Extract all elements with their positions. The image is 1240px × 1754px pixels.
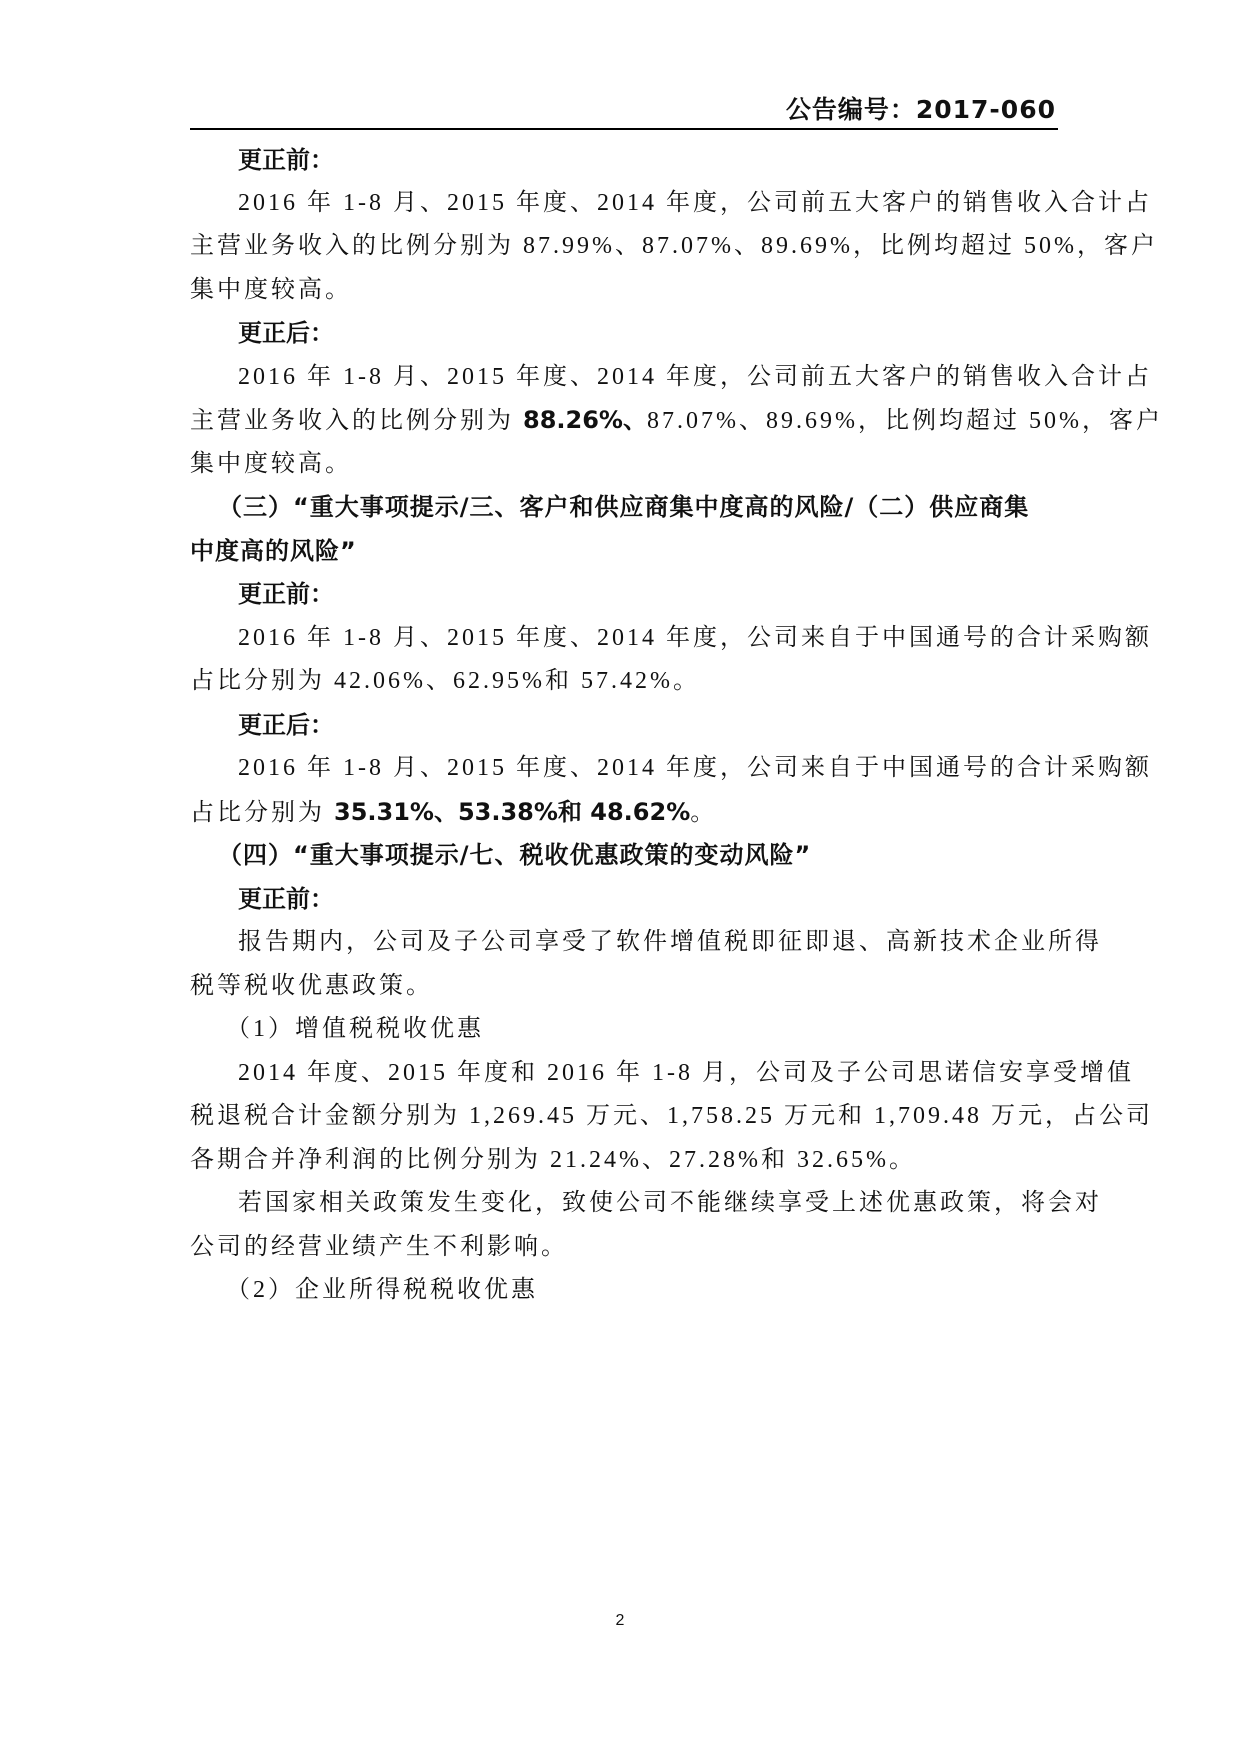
corrected-value: 88.26%、 [523,406,647,434]
label-after-correction: 更正后： [238,319,334,347]
paragraph-line: 税等税收优惠政策。 [190,973,433,999]
page-number: 2 [615,1612,625,1629]
page-header [190,88,1058,130]
subsection-heading: （1）增值税税收优惠 [226,1016,484,1042]
text-segment: 。 [690,800,718,826]
paragraph-line: 2016 年 1-8 月、2015 年度、2014 年度，公司来自于中国通号的合计采购额 [238,625,1152,651]
paragraph-line: 2014 年度、2015 年度和 2016 年 1-8 月，公司及子公司思诺信安享受增值 [238,1060,1134,1086]
paragraph-line: 各期合并净利润的比例分别为 21.24%、27.28%和 32.65%。 [190,1147,916,1173]
text-segment: 主营业务收入的比例分别为 [190,408,523,434]
label-before-correction: 更正前： [238,580,334,608]
paragraph-line: 集中度较高。 [190,451,352,477]
text-segment: 87.07%、89.69%，比例均超过 50%，客户 [646,408,1163,434]
paragraph-line [190,797,717,828]
paragraph-line: 2016 年 1-8 月、2015 年度、2014 年度，公司来自于中国通号的合计采购额 [238,755,1152,781]
paragraph-line: 主营业务收入的比例分别为 87.99%、87.07%、89.69%，比例均超过 50%，客户 [190,233,1158,259]
paragraph-line: 若国家相关政策发生变化，致使公司不能继续享受上述优惠政策，将会对 [238,1190,1102,1216]
section-heading: （四）“重大事项提示/七、税收优惠政策的变动风险” [218,841,812,869]
paragraph-line: 集中度较高。 [190,277,352,303]
paragraph-line [190,405,1163,436]
paragraph-line: 2016 年 1-8 月、2015 年度、2014 年度，公司前五大客户的销售收入合计占 [238,190,1152,216]
paragraph-line: 报告期内，公司及子公司享受了软件增值税即征即退、高新技术企业所得 [238,929,1102,955]
section-heading: 中度高的风险” [190,537,357,565]
label-before-correction: 更正前： [238,885,334,913]
section-heading: （三）“重大事项提示/三、客户和供应商集中度高的风险/（二）供应商集 [218,493,1030,521]
paragraph-line: 2016 年 1-8 月、2015 年度、2014 年度，公司前五大客户的销售收入合计占 [238,364,1152,390]
paragraph-line: 公司的经营业绩产生不利影响。 [190,1234,568,1260]
corrected-value: 35.31%、53.38%和 48.62% [334,798,691,826]
text-segment: 占比分别为 [190,800,334,826]
announcement-number: 公告编号：2017-060 [785,95,1056,124]
paragraph-line: 税退税合计金额分别为 1,269.45 万元、1,758.25 万元和 1,709.48 万元，占公司 [190,1103,1153,1129]
paragraph-line: 占比分别为 42.06%、62.95%和 57.42%。 [190,668,700,694]
subsection-heading: （2）企业所得税税收优惠 [226,1277,538,1303]
label-before-correction: 更正前： [238,146,334,174]
label-after-correction: 更正后： [238,711,334,739]
